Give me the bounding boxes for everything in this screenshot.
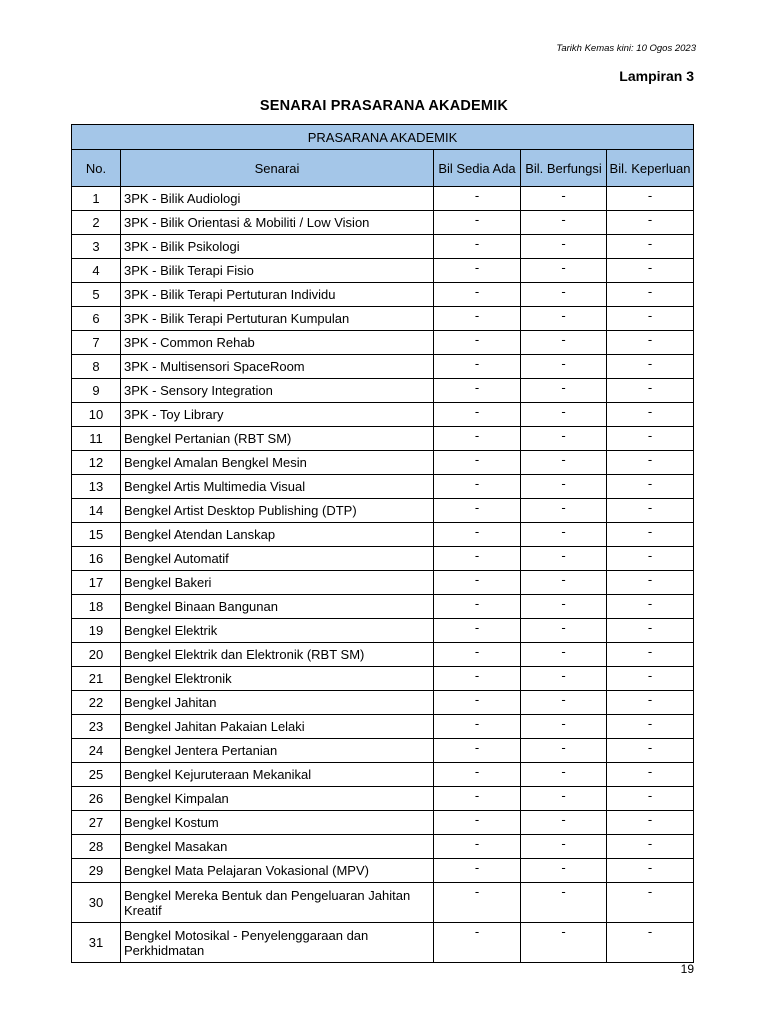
row-needed: - xyxy=(607,835,694,859)
row-available: - xyxy=(434,211,521,235)
row-needed: - xyxy=(607,427,694,451)
row-number: 1 xyxy=(72,187,121,211)
table-row xyxy=(72,883,694,923)
row-number: 24 xyxy=(72,739,121,763)
row-functioning: - xyxy=(521,835,607,859)
row-functioning: - xyxy=(521,667,607,691)
row-needed: - xyxy=(607,187,694,211)
row-name: 3PK - Sensory Integration xyxy=(121,379,434,403)
table-row xyxy=(72,235,694,259)
row-needed: - xyxy=(607,235,694,259)
row-name: Bengkel Elektrik dan Elektronik (RBT SM) xyxy=(121,643,434,667)
row-available: - xyxy=(434,451,521,475)
row-name: Bengkel Elektronik xyxy=(121,667,434,691)
infrastructure-table xyxy=(71,124,694,963)
row-name: Bengkel Automatif xyxy=(121,547,434,571)
row-name: Bengkel Kejuruteraan Mekanikal xyxy=(121,763,434,787)
table-row xyxy=(72,787,694,811)
row-needed: - xyxy=(607,475,694,499)
table-row xyxy=(72,427,694,451)
row-number: 27 xyxy=(72,811,121,835)
row-name: Bengkel Mereka Bentuk dan Pengeluaran Jahitan Kreatif xyxy=(121,883,434,923)
row-name: 3PK - Bilik Terapi Pertuturan Individu xyxy=(121,283,434,307)
table-row xyxy=(72,859,694,883)
row-number: 31 xyxy=(72,923,121,963)
table-row xyxy=(72,475,694,499)
row-available: - xyxy=(434,715,521,739)
row-number: 21 xyxy=(72,667,121,691)
row-needed: - xyxy=(607,859,694,883)
row-number: 9 xyxy=(72,379,121,403)
row-available: - xyxy=(434,739,521,763)
row-name: Bengkel Jahitan xyxy=(121,691,434,715)
row-needed: - xyxy=(607,403,694,427)
table-row xyxy=(72,667,694,691)
row-functioning: - xyxy=(521,595,607,619)
row-name: Bengkel Masakan xyxy=(121,835,434,859)
row-number: 4 xyxy=(72,259,121,283)
table-row xyxy=(72,187,694,211)
row-functioning: - xyxy=(521,787,607,811)
row-functioning: - xyxy=(521,307,607,331)
row-available: - xyxy=(434,475,521,499)
row-name: Bengkel Jentera Pertanian xyxy=(121,739,434,763)
row-name: Bengkel Artist Desktop Publishing (DTP) xyxy=(121,499,434,523)
row-number: 10 xyxy=(72,403,121,427)
table-row xyxy=(72,595,694,619)
row-functioning: - xyxy=(521,523,607,547)
row-name: Bengkel Motosikal - Penyelenggaraan dan Perkhidmatan xyxy=(121,923,434,963)
column-header-available: Bil Sedia Ada xyxy=(434,150,521,187)
row-name: Bengkel Kostum xyxy=(121,811,434,835)
row-available: - xyxy=(434,427,521,451)
row-name: 3PK - Bilik Orientasi & Mobiliti / Low Vision xyxy=(121,211,434,235)
row-name: Bengkel Atendan Lanskap xyxy=(121,523,434,547)
table-band-title: PRASARANA AKADEMIK xyxy=(72,125,694,150)
row-available: - xyxy=(434,187,521,211)
row-available: - xyxy=(434,835,521,859)
row-functioning: - xyxy=(521,331,607,355)
row-available: - xyxy=(434,331,521,355)
row-available: - xyxy=(434,787,521,811)
row-available: - xyxy=(434,283,521,307)
row-functioning: - xyxy=(521,811,607,835)
appendix-label: Lampiran 3 xyxy=(619,68,694,84)
row-needed: - xyxy=(607,715,694,739)
row-needed: - xyxy=(607,595,694,619)
table-row xyxy=(72,923,694,963)
row-name: Bengkel Amalan Bengkel Mesin xyxy=(121,451,434,475)
row-available: - xyxy=(434,307,521,331)
row-name: Bengkel Bakeri xyxy=(121,571,434,595)
column-header-needed: Bil. Keperluan xyxy=(607,150,694,187)
row-available: - xyxy=(434,571,521,595)
row-functioning: - xyxy=(521,763,607,787)
row-available: - xyxy=(434,595,521,619)
table-row xyxy=(72,283,694,307)
row-functioning: - xyxy=(521,691,607,715)
table-row xyxy=(72,763,694,787)
row-available: - xyxy=(434,355,521,379)
row-available: - xyxy=(434,763,521,787)
row-number: 25 xyxy=(72,763,121,787)
row-needed: - xyxy=(607,259,694,283)
row-functioning: - xyxy=(521,235,607,259)
table-row xyxy=(72,307,694,331)
row-functioning: - xyxy=(521,571,607,595)
row-available: - xyxy=(434,691,521,715)
row-number: 8 xyxy=(72,355,121,379)
table-body xyxy=(72,187,694,963)
table-band-row xyxy=(72,125,694,150)
row-needed: - xyxy=(607,499,694,523)
row-functioning: - xyxy=(521,259,607,283)
last-updated-date: Tarikh Kemas kini: 10 Ogos 2023 xyxy=(556,43,696,54)
table-row xyxy=(72,451,694,475)
row-functioning: - xyxy=(521,883,607,923)
row-available: - xyxy=(434,619,521,643)
row-number: 7 xyxy=(72,331,121,355)
row-number: 20 xyxy=(72,643,121,667)
column-header-name: Senarai xyxy=(121,150,434,187)
table-row xyxy=(72,835,694,859)
table-row xyxy=(72,643,694,667)
table-row xyxy=(72,211,694,235)
row-functioning: - xyxy=(521,403,607,427)
row-name: Bengkel Artis Multimedia Visual xyxy=(121,475,434,499)
row-number: 15 xyxy=(72,523,121,547)
row-number: 3 xyxy=(72,235,121,259)
row-needed: - xyxy=(607,691,694,715)
row-name: Bengkel Kimpalan xyxy=(121,787,434,811)
table-row xyxy=(72,499,694,523)
row-functioning: - xyxy=(521,499,607,523)
row-number: 12 xyxy=(72,451,121,475)
row-needed: - xyxy=(607,883,694,923)
row-needed: - xyxy=(607,811,694,835)
row-available: - xyxy=(434,523,521,547)
row-functioning: - xyxy=(521,427,607,451)
row-name: Bengkel Binaan Bangunan xyxy=(121,595,434,619)
row-functioning: - xyxy=(521,715,607,739)
row-available: - xyxy=(434,643,521,667)
table-row xyxy=(72,619,694,643)
row-name: 3PK - Toy Library xyxy=(121,403,434,427)
row-number: 11 xyxy=(72,427,121,451)
row-number: 5 xyxy=(72,283,121,307)
table-row xyxy=(72,547,694,571)
page-number: 19 xyxy=(680,962,694,976)
row-name: 3PK - Bilik Psikologi xyxy=(121,235,434,259)
row-name: Bengkel Jahitan Pakaian Lelaki xyxy=(121,715,434,739)
row-functioning: - xyxy=(521,283,607,307)
row-functioning: - xyxy=(521,211,607,235)
table-row xyxy=(72,811,694,835)
row-available: - xyxy=(434,883,521,923)
row-available: - xyxy=(434,923,521,963)
table-row xyxy=(72,379,694,403)
row-needed: - xyxy=(607,763,694,787)
row-needed: - xyxy=(607,283,694,307)
table-row xyxy=(72,259,694,283)
row-name: Bengkel Pertanian (RBT SM) xyxy=(121,427,434,451)
row-number: 2 xyxy=(72,211,121,235)
row-functioning: - xyxy=(521,187,607,211)
column-header-no: No. xyxy=(72,150,121,187)
row-functioning: - xyxy=(521,643,607,667)
row-available: - xyxy=(434,859,521,883)
row-functioning: - xyxy=(521,923,607,963)
table-row xyxy=(72,571,694,595)
table-row xyxy=(72,739,694,763)
row-number: 14 xyxy=(72,499,121,523)
table-row xyxy=(72,523,694,547)
row-needed: - xyxy=(607,787,694,811)
document-title: SENARAI PRASARANA AKADEMIK xyxy=(259,98,509,114)
row-functioning: - xyxy=(521,739,607,763)
row-number: 17 xyxy=(72,571,121,595)
table-row xyxy=(72,331,694,355)
row-functioning: - xyxy=(521,547,607,571)
table-row xyxy=(72,355,694,379)
row-name: 3PK - Bilik Terapi Pertuturan Kumpulan xyxy=(121,307,434,331)
table-header xyxy=(72,125,694,187)
row-available: - xyxy=(434,811,521,835)
row-number: 29 xyxy=(72,859,121,883)
row-needed: - xyxy=(607,739,694,763)
row-needed: - xyxy=(607,923,694,963)
row-available: - xyxy=(434,235,521,259)
row-needed: - xyxy=(607,211,694,235)
row-functioning: - xyxy=(521,859,607,883)
row-number: 28 xyxy=(72,835,121,859)
row-available: - xyxy=(434,403,521,427)
row-needed: - xyxy=(607,307,694,331)
row-name: 3PK - Bilik Audiologi xyxy=(121,187,434,211)
row-functioning: - xyxy=(521,451,607,475)
row-needed: - xyxy=(607,619,694,643)
row-number: 18 xyxy=(72,595,121,619)
row-number: 23 xyxy=(72,715,121,739)
table-row xyxy=(72,691,694,715)
column-header-functioning: Bil. Berfungsi xyxy=(521,150,607,187)
row-number: 26 xyxy=(72,787,121,811)
row-needed: - xyxy=(607,379,694,403)
row-name: Bengkel Elektrik xyxy=(121,619,434,643)
row-needed: - xyxy=(607,547,694,571)
row-name: 3PK - Bilik Terapi Fisio xyxy=(121,259,434,283)
row-number: 16 xyxy=(72,547,121,571)
row-available: - xyxy=(434,259,521,283)
row-number: 13 xyxy=(72,475,121,499)
row-available: - xyxy=(434,667,521,691)
row-number: 22 xyxy=(72,691,121,715)
row-needed: - xyxy=(607,451,694,475)
row-needed: - xyxy=(607,643,694,667)
row-needed: - xyxy=(607,571,694,595)
table-row xyxy=(72,403,694,427)
row-number: 19 xyxy=(72,619,121,643)
row-number: 30 xyxy=(72,883,121,923)
row-needed: - xyxy=(607,331,694,355)
row-available: - xyxy=(434,547,521,571)
row-available: - xyxy=(434,499,521,523)
row-functioning: - xyxy=(521,619,607,643)
row-name: Bengkel Mata Pelajaran Vokasional (MPV) xyxy=(121,859,434,883)
table-row xyxy=(72,715,694,739)
row-needed: - xyxy=(607,355,694,379)
row-needed: - xyxy=(607,523,694,547)
row-available: - xyxy=(434,379,521,403)
row-needed: - xyxy=(607,667,694,691)
row-number: 6 xyxy=(72,307,121,331)
row-name: 3PK - Multisensori SpaceRoom xyxy=(121,355,434,379)
row-functioning: - xyxy=(521,475,607,499)
row-functioning: - xyxy=(521,379,607,403)
row-functioning: - xyxy=(521,355,607,379)
table-column-headers xyxy=(72,150,694,187)
row-name: 3PK - Common Rehab xyxy=(121,331,434,355)
